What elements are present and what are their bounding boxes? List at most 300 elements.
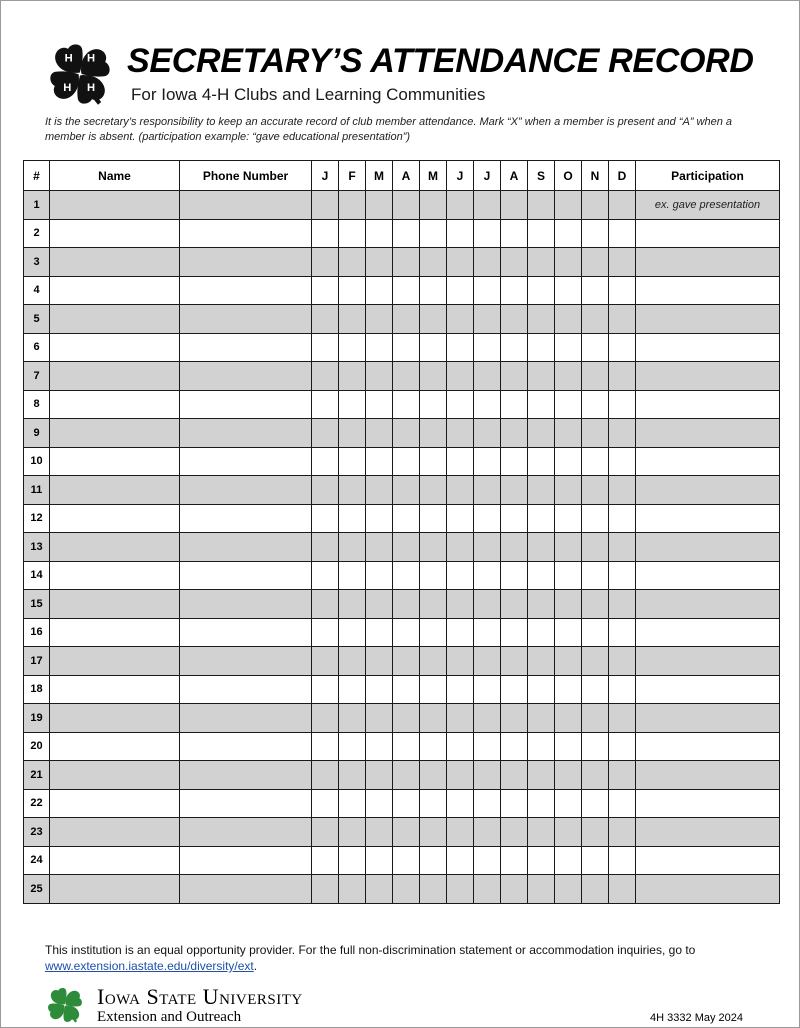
month-attendance-cell[interactable] bbox=[501, 248, 528, 277]
month-attendance-cell[interactable] bbox=[474, 561, 501, 590]
name-cell[interactable] bbox=[50, 875, 180, 904]
month-attendance-cell[interactable] bbox=[555, 219, 582, 248]
month-attendance-cell[interactable] bbox=[312, 761, 339, 790]
month-attendance-cell[interactable] bbox=[501, 476, 528, 505]
month-attendance-cell[interactable] bbox=[366, 761, 393, 790]
month-attendance-cell[interactable] bbox=[339, 789, 366, 818]
month-attendance-cell[interactable] bbox=[420, 875, 447, 904]
phone-cell[interactable] bbox=[180, 447, 312, 476]
month-attendance-cell[interactable] bbox=[339, 618, 366, 647]
month-attendance-cell[interactable] bbox=[393, 675, 420, 704]
month-attendance-cell[interactable] bbox=[366, 561, 393, 590]
month-attendance-cell[interactable] bbox=[582, 675, 609, 704]
month-attendance-cell[interactable] bbox=[555, 761, 582, 790]
name-cell[interactable] bbox=[50, 248, 180, 277]
month-attendance-cell[interactable] bbox=[555, 248, 582, 277]
month-attendance-cell[interactable] bbox=[420, 789, 447, 818]
month-attendance-cell[interactable] bbox=[339, 875, 366, 904]
month-attendance-cell[interactable] bbox=[366, 447, 393, 476]
month-attendance-cell[interactable] bbox=[393, 590, 420, 619]
month-attendance-cell[interactable] bbox=[609, 219, 636, 248]
month-attendance-cell[interactable] bbox=[339, 248, 366, 277]
month-attendance-cell[interactable] bbox=[501, 846, 528, 875]
month-attendance-cell[interactable] bbox=[555, 191, 582, 220]
month-attendance-cell[interactable] bbox=[339, 533, 366, 562]
name-cell[interactable] bbox=[50, 789, 180, 818]
month-attendance-cell[interactable] bbox=[501, 219, 528, 248]
month-attendance-cell[interactable] bbox=[609, 789, 636, 818]
month-attendance-cell[interactable] bbox=[474, 390, 501, 419]
month-attendance-cell[interactable] bbox=[312, 276, 339, 305]
month-attendance-cell[interactable] bbox=[312, 561, 339, 590]
month-attendance-cell[interactable] bbox=[393, 476, 420, 505]
month-attendance-cell[interactable] bbox=[555, 590, 582, 619]
month-attendance-cell[interactable] bbox=[447, 761, 474, 790]
month-attendance-cell[interactable] bbox=[474, 647, 501, 676]
month-attendance-cell[interactable] bbox=[339, 219, 366, 248]
month-attendance-cell[interactable] bbox=[420, 675, 447, 704]
month-attendance-cell[interactable] bbox=[420, 590, 447, 619]
month-attendance-cell[interactable] bbox=[501, 504, 528, 533]
month-attendance-cell[interactable] bbox=[582, 419, 609, 448]
month-attendance-cell[interactable] bbox=[582, 875, 609, 904]
month-attendance-cell[interactable] bbox=[393, 333, 420, 362]
month-attendance-cell[interactable] bbox=[447, 704, 474, 733]
month-attendance-cell[interactable] bbox=[501, 732, 528, 761]
month-attendance-cell[interactable] bbox=[366, 219, 393, 248]
month-attendance-cell[interactable] bbox=[582, 476, 609, 505]
month-attendance-cell[interactable] bbox=[528, 675, 555, 704]
month-attendance-cell[interactable] bbox=[339, 362, 366, 391]
month-attendance-cell[interactable] bbox=[474, 846, 501, 875]
month-attendance-cell[interactable] bbox=[555, 504, 582, 533]
month-attendance-cell[interactable] bbox=[312, 419, 339, 448]
month-attendance-cell[interactable] bbox=[312, 447, 339, 476]
month-attendance-cell[interactable] bbox=[528, 390, 555, 419]
participation-cell[interactable] bbox=[636, 561, 780, 590]
month-attendance-cell[interactable] bbox=[366, 191, 393, 220]
phone-cell[interactable] bbox=[180, 533, 312, 562]
participation-cell[interactable] bbox=[636, 219, 780, 248]
participation-cell[interactable] bbox=[636, 305, 780, 334]
month-attendance-cell[interactable] bbox=[609, 590, 636, 619]
month-attendance-cell[interactable] bbox=[474, 248, 501, 277]
month-attendance-cell[interactable] bbox=[528, 533, 555, 562]
month-attendance-cell[interactable] bbox=[339, 305, 366, 334]
month-attendance-cell[interactable] bbox=[582, 704, 609, 733]
participation-cell[interactable] bbox=[636, 875, 780, 904]
month-attendance-cell[interactable] bbox=[312, 504, 339, 533]
month-attendance-cell[interactable] bbox=[501, 789, 528, 818]
month-attendance-cell[interactable] bbox=[609, 818, 636, 847]
phone-cell[interactable] bbox=[180, 504, 312, 533]
participation-cell[interactable] bbox=[636, 647, 780, 676]
phone-cell[interactable] bbox=[180, 761, 312, 790]
name-cell[interactable] bbox=[50, 846, 180, 875]
month-attendance-cell[interactable] bbox=[474, 333, 501, 362]
month-attendance-cell[interactable] bbox=[393, 647, 420, 676]
month-attendance-cell[interactable] bbox=[555, 675, 582, 704]
phone-cell[interactable] bbox=[180, 419, 312, 448]
month-attendance-cell[interactable] bbox=[366, 875, 393, 904]
month-attendance-cell[interactable] bbox=[609, 276, 636, 305]
month-attendance-cell[interactable] bbox=[312, 248, 339, 277]
month-attendance-cell[interactable] bbox=[501, 390, 528, 419]
month-attendance-cell[interactable] bbox=[582, 276, 609, 305]
month-attendance-cell[interactable] bbox=[474, 618, 501, 647]
participation-cell[interactable] bbox=[636, 248, 780, 277]
month-attendance-cell[interactable] bbox=[447, 219, 474, 248]
phone-cell[interactable] bbox=[180, 333, 312, 362]
participation-cell[interactable] bbox=[636, 590, 780, 619]
month-attendance-cell[interactable] bbox=[339, 761, 366, 790]
month-attendance-cell[interactable] bbox=[366, 362, 393, 391]
month-attendance-cell[interactable] bbox=[339, 504, 366, 533]
month-attendance-cell[interactable] bbox=[447, 305, 474, 334]
month-attendance-cell[interactable] bbox=[555, 789, 582, 818]
month-attendance-cell[interactable] bbox=[393, 789, 420, 818]
month-attendance-cell[interactable] bbox=[555, 732, 582, 761]
month-attendance-cell[interactable] bbox=[555, 305, 582, 334]
month-attendance-cell[interactable] bbox=[420, 419, 447, 448]
month-attendance-cell[interactable] bbox=[582, 390, 609, 419]
month-attendance-cell[interactable] bbox=[339, 732, 366, 761]
month-attendance-cell[interactable] bbox=[393, 875, 420, 904]
phone-cell[interactable] bbox=[180, 675, 312, 704]
month-attendance-cell[interactable] bbox=[339, 333, 366, 362]
month-attendance-cell[interactable] bbox=[609, 191, 636, 220]
month-attendance-cell[interactable] bbox=[366, 333, 393, 362]
month-attendance-cell[interactable] bbox=[447, 846, 474, 875]
month-attendance-cell[interactable] bbox=[339, 390, 366, 419]
phone-cell[interactable] bbox=[180, 618, 312, 647]
month-attendance-cell[interactable] bbox=[393, 761, 420, 790]
phone-cell[interactable] bbox=[180, 305, 312, 334]
name-cell[interactable] bbox=[50, 533, 180, 562]
month-attendance-cell[interactable] bbox=[528, 789, 555, 818]
month-attendance-cell[interactable] bbox=[582, 789, 609, 818]
name-cell[interactable] bbox=[50, 447, 180, 476]
month-attendance-cell[interactable] bbox=[609, 504, 636, 533]
phone-cell[interactable] bbox=[180, 248, 312, 277]
month-attendance-cell[interactable] bbox=[447, 276, 474, 305]
name-cell[interactable] bbox=[50, 618, 180, 647]
month-attendance-cell[interactable] bbox=[366, 504, 393, 533]
month-attendance-cell[interactable] bbox=[609, 533, 636, 562]
phone-cell[interactable] bbox=[180, 590, 312, 619]
phone-cell[interactable] bbox=[180, 191, 312, 220]
month-attendance-cell[interactable] bbox=[393, 846, 420, 875]
month-attendance-cell[interactable] bbox=[339, 818, 366, 847]
name-cell[interactable] bbox=[50, 191, 180, 220]
month-attendance-cell[interactable] bbox=[555, 618, 582, 647]
month-attendance-cell[interactable] bbox=[501, 761, 528, 790]
month-attendance-cell[interactable] bbox=[501, 305, 528, 334]
month-attendance-cell[interactable] bbox=[447, 248, 474, 277]
month-attendance-cell[interactable] bbox=[393, 818, 420, 847]
name-cell[interactable] bbox=[50, 419, 180, 448]
month-attendance-cell[interactable] bbox=[528, 504, 555, 533]
month-attendance-cell[interactable] bbox=[312, 333, 339, 362]
participation-cell[interactable] bbox=[636, 390, 780, 419]
month-attendance-cell[interactable] bbox=[582, 846, 609, 875]
month-attendance-cell[interactable] bbox=[528, 219, 555, 248]
month-attendance-cell[interactable] bbox=[528, 732, 555, 761]
month-attendance-cell[interactable] bbox=[393, 390, 420, 419]
month-attendance-cell[interactable] bbox=[501, 875, 528, 904]
month-attendance-cell[interactable] bbox=[528, 761, 555, 790]
month-attendance-cell[interactable] bbox=[366, 276, 393, 305]
month-attendance-cell[interactable] bbox=[582, 818, 609, 847]
month-attendance-cell[interactable] bbox=[582, 191, 609, 220]
month-attendance-cell[interactable] bbox=[528, 447, 555, 476]
month-attendance-cell[interactable] bbox=[528, 305, 555, 334]
name-cell[interactable] bbox=[50, 761, 180, 790]
month-attendance-cell[interactable] bbox=[609, 476, 636, 505]
month-attendance-cell[interactable] bbox=[447, 618, 474, 647]
month-attendance-cell[interactable] bbox=[312, 647, 339, 676]
phone-cell[interactable] bbox=[180, 818, 312, 847]
month-attendance-cell[interactable] bbox=[609, 447, 636, 476]
month-attendance-cell[interactable] bbox=[609, 675, 636, 704]
name-cell[interactable] bbox=[50, 647, 180, 676]
month-attendance-cell[interactable] bbox=[447, 533, 474, 562]
name-cell[interactable] bbox=[50, 305, 180, 334]
month-attendance-cell[interactable] bbox=[609, 362, 636, 391]
month-attendance-cell[interactable] bbox=[447, 732, 474, 761]
month-attendance-cell[interactable] bbox=[420, 390, 447, 419]
participation-cell[interactable] bbox=[636, 333, 780, 362]
name-cell[interactable] bbox=[50, 390, 180, 419]
month-attendance-cell[interactable] bbox=[528, 362, 555, 391]
month-attendance-cell[interactable] bbox=[501, 333, 528, 362]
month-attendance-cell[interactable] bbox=[528, 818, 555, 847]
phone-cell[interactable] bbox=[180, 789, 312, 818]
month-attendance-cell[interactable] bbox=[393, 305, 420, 334]
month-attendance-cell[interactable] bbox=[528, 590, 555, 619]
month-attendance-cell[interactable] bbox=[339, 675, 366, 704]
name-cell[interactable] bbox=[50, 219, 180, 248]
month-attendance-cell[interactable] bbox=[501, 533, 528, 562]
month-attendance-cell[interactable] bbox=[501, 276, 528, 305]
month-attendance-cell[interactable] bbox=[366, 618, 393, 647]
month-attendance-cell[interactable] bbox=[609, 732, 636, 761]
month-attendance-cell[interactable] bbox=[339, 276, 366, 305]
month-attendance-cell[interactable] bbox=[609, 647, 636, 676]
month-attendance-cell[interactable] bbox=[582, 219, 609, 248]
month-attendance-cell[interactable] bbox=[366, 590, 393, 619]
month-attendance-cell[interactable] bbox=[420, 618, 447, 647]
month-attendance-cell[interactable] bbox=[501, 561, 528, 590]
month-attendance-cell[interactable] bbox=[555, 476, 582, 505]
month-attendance-cell[interactable] bbox=[312, 191, 339, 220]
month-attendance-cell[interactable] bbox=[339, 704, 366, 733]
phone-cell[interactable] bbox=[180, 561, 312, 590]
month-attendance-cell[interactable] bbox=[474, 362, 501, 391]
month-attendance-cell[interactable] bbox=[447, 476, 474, 505]
name-cell[interactable] bbox=[50, 333, 180, 362]
phone-cell[interactable] bbox=[180, 732, 312, 761]
month-attendance-cell[interactable] bbox=[528, 419, 555, 448]
month-attendance-cell[interactable] bbox=[528, 276, 555, 305]
month-attendance-cell[interactable] bbox=[582, 333, 609, 362]
month-attendance-cell[interactable] bbox=[339, 191, 366, 220]
month-attendance-cell[interactable] bbox=[555, 561, 582, 590]
phone-cell[interactable] bbox=[180, 276, 312, 305]
month-attendance-cell[interactable] bbox=[366, 818, 393, 847]
month-attendance-cell[interactable] bbox=[528, 704, 555, 733]
participation-cell[interactable] bbox=[636, 818, 780, 847]
month-attendance-cell[interactable] bbox=[366, 704, 393, 733]
month-attendance-cell[interactable] bbox=[474, 191, 501, 220]
month-attendance-cell[interactable] bbox=[528, 476, 555, 505]
month-attendance-cell[interactable] bbox=[582, 362, 609, 391]
month-attendance-cell[interactable] bbox=[393, 248, 420, 277]
month-attendance-cell[interactable] bbox=[555, 390, 582, 419]
participation-cell[interactable] bbox=[636, 761, 780, 790]
month-attendance-cell[interactable] bbox=[366, 846, 393, 875]
participation-cell[interactable] bbox=[636, 675, 780, 704]
month-attendance-cell[interactable] bbox=[474, 818, 501, 847]
month-attendance-cell[interactable] bbox=[609, 419, 636, 448]
month-attendance-cell[interactable] bbox=[312, 732, 339, 761]
participation-cell[interactable] bbox=[636, 504, 780, 533]
month-attendance-cell[interactable] bbox=[393, 618, 420, 647]
month-attendance-cell[interactable] bbox=[582, 533, 609, 562]
participation-cell[interactable] bbox=[636, 789, 780, 818]
month-attendance-cell[interactable] bbox=[474, 590, 501, 619]
month-attendance-cell[interactable] bbox=[474, 504, 501, 533]
month-attendance-cell[interactable] bbox=[582, 618, 609, 647]
month-attendance-cell[interactable] bbox=[609, 390, 636, 419]
month-attendance-cell[interactable] bbox=[528, 875, 555, 904]
month-attendance-cell[interactable] bbox=[555, 362, 582, 391]
month-attendance-cell[interactable] bbox=[447, 419, 474, 448]
month-attendance-cell[interactable] bbox=[420, 276, 447, 305]
month-attendance-cell[interactable] bbox=[447, 390, 474, 419]
month-attendance-cell[interactable] bbox=[501, 704, 528, 733]
month-attendance-cell[interactable] bbox=[474, 305, 501, 334]
name-cell[interactable] bbox=[50, 732, 180, 761]
month-attendance-cell[interactable] bbox=[474, 732, 501, 761]
month-attendance-cell[interactable] bbox=[609, 305, 636, 334]
month-attendance-cell[interactable] bbox=[447, 789, 474, 818]
month-attendance-cell[interactable] bbox=[312, 675, 339, 704]
month-attendance-cell[interactable] bbox=[447, 590, 474, 619]
participation-cell[interactable] bbox=[636, 846, 780, 875]
month-attendance-cell[interactable] bbox=[339, 647, 366, 676]
month-attendance-cell[interactable] bbox=[528, 846, 555, 875]
month-attendance-cell[interactable] bbox=[555, 875, 582, 904]
month-attendance-cell[interactable] bbox=[582, 504, 609, 533]
month-attendance-cell[interactable] bbox=[420, 561, 447, 590]
month-attendance-cell[interactable] bbox=[555, 447, 582, 476]
phone-cell[interactable] bbox=[180, 704, 312, 733]
name-cell[interactable] bbox=[50, 590, 180, 619]
month-attendance-cell[interactable] bbox=[339, 846, 366, 875]
name-cell[interactable] bbox=[50, 476, 180, 505]
month-attendance-cell[interactable] bbox=[474, 704, 501, 733]
month-attendance-cell[interactable] bbox=[393, 276, 420, 305]
month-attendance-cell[interactable] bbox=[366, 533, 393, 562]
participation-cell[interactable] bbox=[636, 476, 780, 505]
participation-cell[interactable] bbox=[636, 732, 780, 761]
month-attendance-cell[interactable] bbox=[555, 419, 582, 448]
month-attendance-cell[interactable] bbox=[312, 305, 339, 334]
participation-cell[interactable] bbox=[636, 362, 780, 391]
name-cell[interactable] bbox=[50, 675, 180, 704]
participation-cell[interactable] bbox=[636, 533, 780, 562]
month-attendance-cell[interactable] bbox=[339, 561, 366, 590]
month-attendance-cell[interactable] bbox=[312, 476, 339, 505]
month-attendance-cell[interactable] bbox=[501, 818, 528, 847]
month-attendance-cell[interactable] bbox=[420, 533, 447, 562]
month-attendance-cell[interactable] bbox=[447, 647, 474, 676]
name-cell[interactable] bbox=[50, 704, 180, 733]
month-attendance-cell[interactable] bbox=[366, 305, 393, 334]
month-attendance-cell[interactable] bbox=[420, 219, 447, 248]
month-attendance-cell[interactable] bbox=[609, 875, 636, 904]
month-attendance-cell[interactable] bbox=[366, 789, 393, 818]
month-attendance-cell[interactable] bbox=[447, 818, 474, 847]
month-attendance-cell[interactable] bbox=[393, 533, 420, 562]
month-attendance-cell[interactable] bbox=[312, 362, 339, 391]
month-attendance-cell[interactable] bbox=[528, 191, 555, 220]
month-attendance-cell[interactable] bbox=[312, 704, 339, 733]
month-attendance-cell[interactable] bbox=[609, 248, 636, 277]
month-attendance-cell[interactable] bbox=[339, 476, 366, 505]
month-attendance-cell[interactable] bbox=[501, 419, 528, 448]
month-attendance-cell[interactable] bbox=[420, 704, 447, 733]
month-attendance-cell[interactable] bbox=[474, 533, 501, 562]
month-attendance-cell[interactable] bbox=[555, 647, 582, 676]
month-attendance-cell[interactable] bbox=[420, 362, 447, 391]
month-attendance-cell[interactable] bbox=[420, 761, 447, 790]
month-attendance-cell[interactable] bbox=[447, 675, 474, 704]
month-attendance-cell[interactable] bbox=[393, 704, 420, 733]
month-attendance-cell[interactable] bbox=[312, 789, 339, 818]
month-attendance-cell[interactable] bbox=[528, 647, 555, 676]
month-attendance-cell[interactable] bbox=[501, 191, 528, 220]
month-attendance-cell[interactable] bbox=[420, 647, 447, 676]
month-attendance-cell[interactable] bbox=[501, 590, 528, 619]
month-attendance-cell[interactable] bbox=[420, 305, 447, 334]
month-attendance-cell[interactable] bbox=[366, 675, 393, 704]
month-attendance-cell[interactable] bbox=[393, 362, 420, 391]
month-attendance-cell[interactable] bbox=[393, 219, 420, 248]
month-attendance-cell[interactable] bbox=[312, 846, 339, 875]
month-attendance-cell[interactable] bbox=[420, 447, 447, 476]
month-attendance-cell[interactable] bbox=[609, 618, 636, 647]
month-attendance-cell[interactable] bbox=[366, 390, 393, 419]
month-attendance-cell[interactable] bbox=[501, 362, 528, 391]
month-attendance-cell[interactable] bbox=[420, 504, 447, 533]
month-attendance-cell[interactable] bbox=[447, 333, 474, 362]
month-attendance-cell[interactable] bbox=[474, 447, 501, 476]
phone-cell[interactable] bbox=[180, 219, 312, 248]
participation-cell[interactable] bbox=[636, 276, 780, 305]
month-attendance-cell[interactable] bbox=[609, 761, 636, 790]
month-attendance-cell[interactable] bbox=[366, 476, 393, 505]
participation-cell[interactable] bbox=[636, 447, 780, 476]
month-attendance-cell[interactable] bbox=[501, 647, 528, 676]
month-attendance-cell[interactable] bbox=[366, 248, 393, 277]
month-attendance-cell[interactable] bbox=[555, 533, 582, 562]
month-attendance-cell[interactable] bbox=[609, 333, 636, 362]
month-attendance-cell[interactable] bbox=[339, 590, 366, 619]
month-attendance-cell[interactable] bbox=[312, 618, 339, 647]
name-cell[interactable] bbox=[50, 362, 180, 391]
